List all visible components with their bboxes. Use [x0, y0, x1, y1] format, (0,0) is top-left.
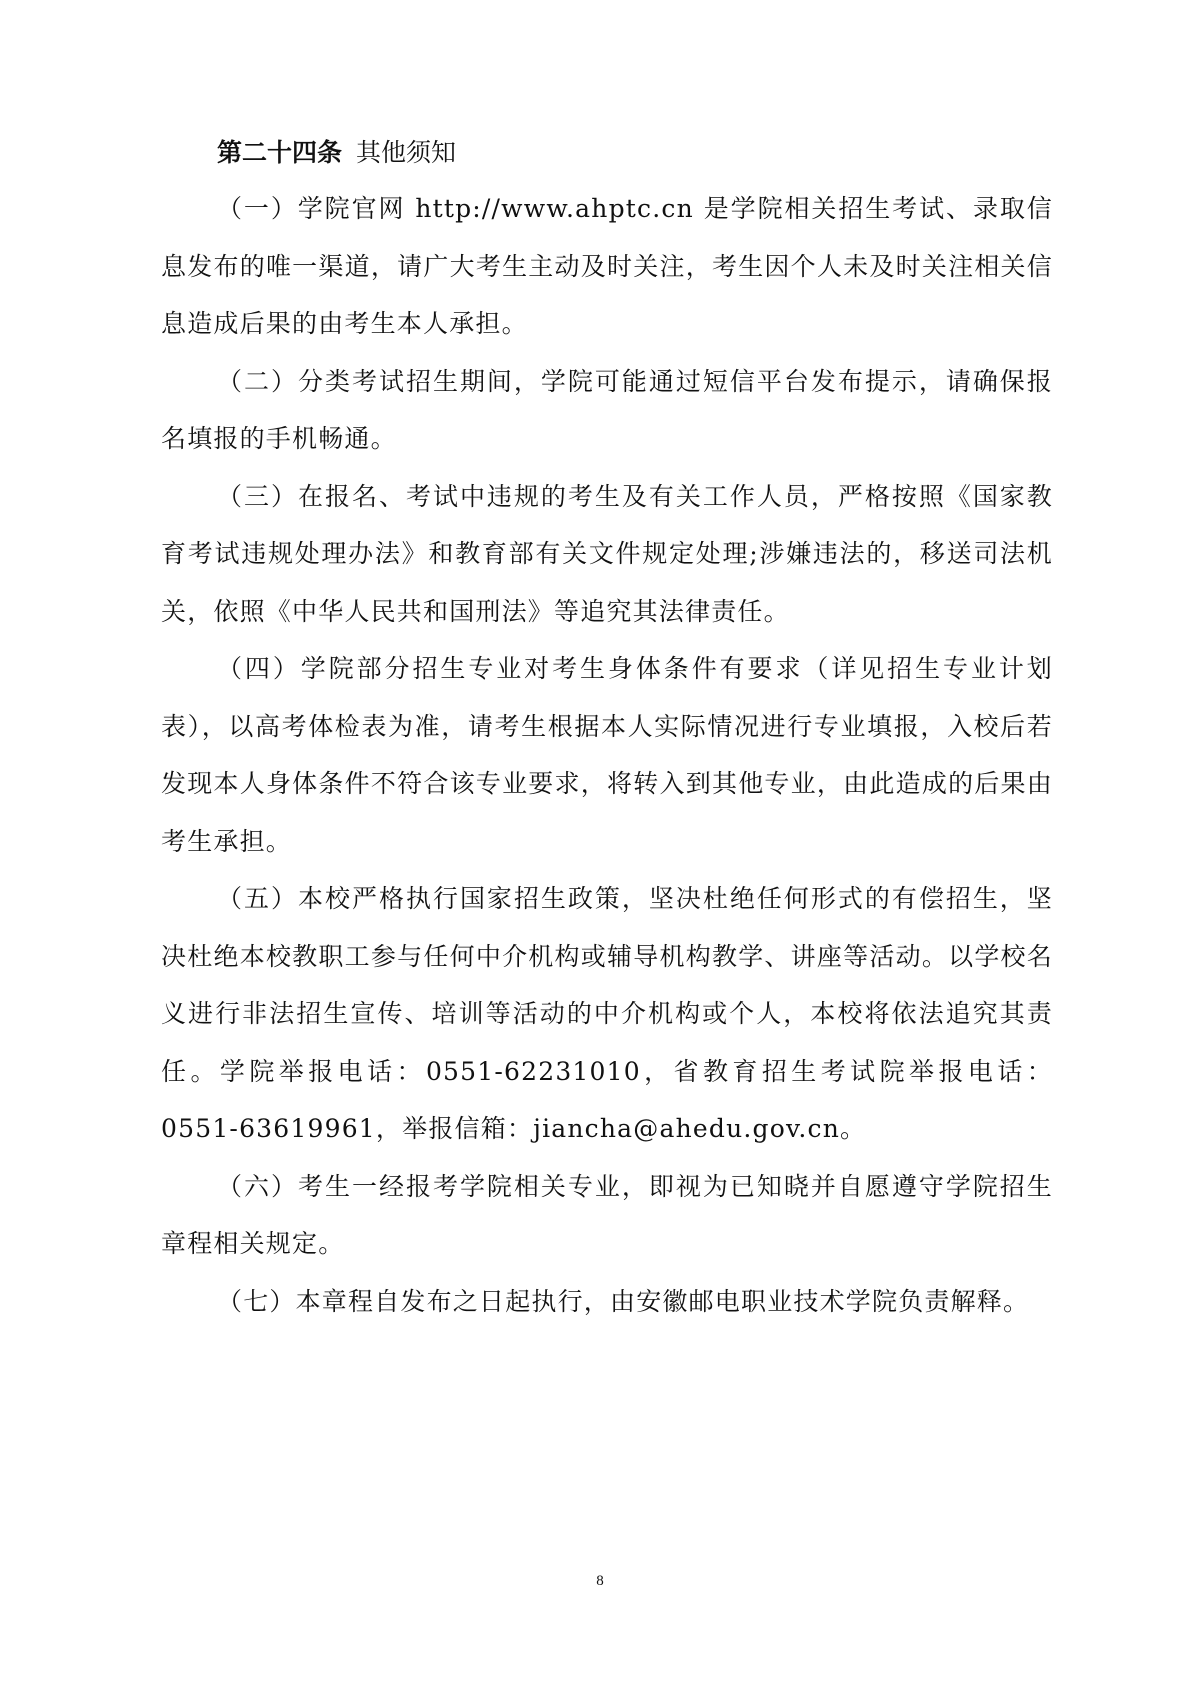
article-title: 其他须知 [356, 138, 457, 167]
page-number: 8 [596, 1573, 604, 1589]
clause-3: （三）在报名、考试中违规的考生及有关工作人员，严格按照《国家教育考试违规处理办法》和教育部有关文件规定处理;涉嫌违法的，移送司法机关，依照《中华人民共和国刑法》等追究其法律责任。 [161, 481, 1053, 626]
clause-1: （一）学院官网 http://www.ahptc.cn 是学院相关招生考试、录取信息发布的唯一渠道，请广大考生主动及时关注，考生因个人未及时关注相关信息造成后果的由考生本人承担。 [161, 194, 1053, 338]
article-number: 第二十四条 [217, 138, 343, 167]
document-body [161, 126, 1053, 1330]
clause-4: （四）学院部分招生专业对考生身体条件有要求（详见招生专业计划表），以高考体检表为准，请考生根据本人实际情况进行专业填报，入校后若发现本人身体条件不符合该专业要求，将转入到其他专业，由此造成的后果由考生承担。 [161, 654, 1053, 856]
clause-6: （六）考生一经报考学院相关专业，即视为已知晓并自愿遵守学院招生章程相关规定。 [161, 1171, 1053, 1258]
clause-7: （七）本章程自发布之日起执行，由安徽邮电职业技术学院负责解释。 [217, 1286, 1030, 1316]
article-heading [161, 126, 1053, 180]
clause-2: （二）分类考试招生期间，学院可能通过短信平台发布提示，请确保报名填报的手机畅通。 [161, 366, 1053, 453]
clause-5: （五）本校严格执行国家招生政策，坚决杜绝任何形式的有偿招生，坚决杜绝本校教职工参与任何中介机构或辅导机构教学、讲座等活动。以学校名义进行非法招生宣传、培训等活动的中介机构或个人，本校将依法追究其责任。学院举报电话：0551-62231010，省教育招生考试院举报电话：0551-63619961，举报信箱：jiancha@ahedu.gov.cn。 [161, 884, 1053, 1143]
